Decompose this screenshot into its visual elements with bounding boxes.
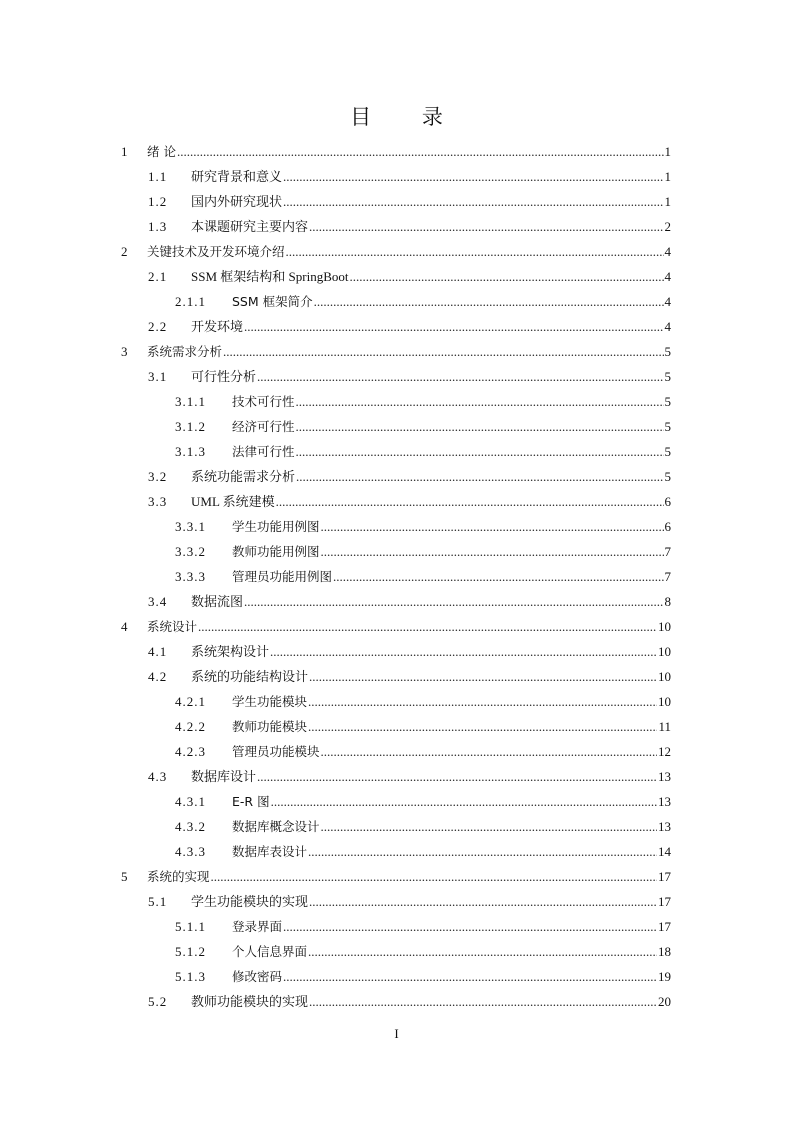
toc-leader-dots — [283, 164, 663, 189]
toc-entry-title: 系统的实现 — [147, 869, 210, 884]
toc-leader-dots — [296, 389, 664, 414]
toc-entry-number: 3.3.3 — [175, 569, 206, 584]
toc-entry-number: 3.3.1 — [175, 519, 206, 534]
toc-entry-number: 5.1 — [148, 894, 168, 909]
toc-leader-dots — [321, 739, 657, 764]
toc-leader-dots — [308, 689, 657, 714]
page-title: 目 录 — [350, 105, 465, 129]
toc-entry-number: 4.3.1 — [175, 794, 206, 809]
toc-entry-title: 本课题研究主要内容 — [191, 219, 309, 234]
toc-entry-number: 2.2 — [148, 319, 168, 334]
toc-leader-dots — [244, 589, 663, 614]
toc-entry-title: 学生功能用例图 — [232, 519, 320, 534]
toc-entry-title: 数据库表设计 — [232, 844, 308, 859]
toc-entry-page: 8 — [664, 594, 671, 609]
toc-entry-title: 管理员功能用例图 — [232, 569, 333, 584]
toc-entry[interactable] — [175, 739, 671, 764]
toc-entry[interactable] — [175, 964, 671, 989]
toc-entry[interactable] — [148, 264, 671, 289]
toc-entry-page: 7 — [664, 544, 671, 559]
toc-entry-title: SSM 框架简介 — [232, 294, 313, 309]
toc-entry-page: 6 — [664, 494, 671, 509]
toc-entry[interactable] — [121, 339, 671, 364]
toc-entry-page: 6 — [664, 519, 671, 534]
toc-entry-title: 教师功能用例图 — [232, 544, 320, 559]
toc-leader-dots — [309, 989, 657, 1014]
toc-entry-title: 法律可行性 — [232, 444, 295, 459]
toc-entry-title: SSM 框架结构和 SpringBoot — [191, 269, 349, 284]
toc-entry-page: 5 — [664, 469, 671, 484]
toc-entry-page: 11 — [658, 719, 671, 734]
toc-entry-title: 研究背景和意义 — [191, 169, 283, 184]
toc-entry-title: 开发环境 — [191, 319, 244, 334]
toc-entry-title: 系统的功能结构设计 — [191, 669, 309, 684]
toc-entry-number: 5.1.2 — [175, 944, 206, 959]
toc-entry-number: 5.2 — [148, 994, 168, 1009]
toc-leader-dots — [198, 614, 657, 639]
toc-leader-dots — [321, 814, 657, 839]
toc-entry-title: 教师功能模块 — [232, 719, 308, 734]
toc-entry[interactable] — [148, 489, 671, 514]
toc-entry-title: 学生功能模块 — [232, 694, 308, 709]
toc-leader-dots — [308, 939, 657, 964]
toc-leader-dots — [321, 514, 664, 539]
toc-leader-dots — [223, 339, 663, 364]
toc-entry-number: 2.1 — [148, 269, 168, 284]
toc-entry-number: 3.2 — [148, 469, 168, 484]
toc-entry-title: 教师功能模块的实现 — [191, 994, 309, 1009]
toc-entry-page: 13 — [658, 769, 671, 784]
toc-entry-number: 3.1.3 — [175, 444, 206, 459]
toc-entry-number: 3.1 — [148, 369, 168, 384]
toc-entry-number: 2.1.1 — [175, 294, 206, 309]
toc-entry-page: 4 — [664, 269, 671, 284]
toc-entry[interactable] — [175, 414, 671, 439]
toc-entry-number: 4.2.3 — [175, 744, 206, 759]
toc-leader-dots — [296, 439, 664, 464]
toc-entry-page: 14 — [658, 844, 671, 859]
toc-entry[interactable] — [175, 939, 671, 964]
toc-entry-title: 数据库概念设计 — [232, 819, 320, 834]
toc-entry-title: 修改密码 — [232, 969, 283, 984]
toc-entry[interactable] — [148, 889, 671, 914]
toc-entry[interactable] — [148, 364, 671, 389]
toc-entry-number: 1.1 — [148, 169, 168, 184]
toc-entry-page: 18 — [658, 944, 671, 959]
toc-entry-number: 3.1.1 — [175, 394, 206, 409]
toc-leader-dots — [283, 914, 657, 939]
toc-entry[interactable] — [148, 664, 671, 689]
toc-entry[interactable] — [148, 164, 671, 189]
toc-leader-dots — [271, 789, 657, 814]
toc-leader-dots — [244, 314, 663, 339]
toc-entry-title: 个人信息界面 — [232, 944, 308, 959]
page-number: I — [394, 1026, 399, 1041]
toc-leader-dots — [257, 764, 657, 789]
toc-entry-number: 4 — [121, 619, 129, 634]
toc-entry[interactable] — [121, 239, 671, 264]
toc-entry-title: 关键技术及开发环境介绍 — [147, 244, 285, 259]
toc-entry[interactable] — [175, 514, 671, 539]
toc-entry[interactable] — [175, 564, 671, 589]
toc-entry-page: 5 — [664, 344, 671, 359]
toc-entry-title: 系统架构设计 — [191, 644, 270, 659]
toc-entry[interactable] — [175, 289, 671, 314]
toc-entry-page: 12 — [658, 744, 671, 759]
toc-leader-dots — [286, 239, 664, 264]
toc-entry[interactable] — [148, 589, 671, 614]
toc-entry-number: 4.1 — [148, 644, 168, 659]
toc-entry[interactable] — [121, 139, 671, 164]
toc-entry-number: 3.4 — [148, 594, 168, 609]
toc-entry[interactable] — [148, 464, 671, 489]
toc-entry-page: 5 — [664, 444, 671, 459]
toc-entry-page: 19 — [658, 969, 671, 984]
toc-entry-page: 13 — [658, 794, 671, 809]
toc-entry[interactable] — [175, 439, 671, 464]
toc-entry-number: 3 — [121, 344, 129, 359]
toc-entry-page: 10 — [658, 694, 671, 709]
toc-leader-dots — [283, 189, 663, 214]
toc-entry-number: 4.3 — [148, 769, 168, 784]
toc-entry-title: E-R 图 — [232, 794, 270, 809]
toc-leader-dots — [349, 264, 663, 289]
toc-entry-number: 1 — [121, 144, 129, 159]
toc-entry-title: UML 系统建模 — [191, 494, 275, 509]
toc-leader-dots — [333, 564, 663, 589]
toc-leader-dots — [308, 839, 657, 864]
toc-entry-page: 10 — [658, 669, 671, 684]
toc-entry-title: 技术可行性 — [232, 394, 295, 409]
toc-entry-number: 3.3.2 — [175, 544, 206, 559]
toc-leader-dots — [177, 139, 664, 164]
toc-entry-page: 4 — [664, 319, 671, 334]
toc-entry-title: 系统功能需求分析 — [191, 469, 296, 484]
toc-entry[interactable] — [175, 539, 671, 564]
toc-entry-page: 5 — [664, 369, 671, 384]
toc-entry[interactable] — [148, 314, 671, 339]
toc-entry-title: 可行性分析 — [191, 369, 257, 384]
toc-entry-page: 17 — [658, 894, 671, 909]
toc-leader-dots — [296, 414, 664, 439]
toc-entry-number: 2 — [121, 244, 129, 259]
toc-entry-number: 5 — [121, 869, 129, 884]
toc-leader-dots — [257, 364, 663, 389]
toc-entry-number: 5.1.3 — [175, 969, 206, 984]
toc-leader-dots — [270, 639, 657, 664]
toc-entry[interactable] — [175, 814, 671, 839]
toc-leader-dots — [309, 889, 657, 914]
toc-entry-number: 1.2 — [148, 194, 168, 209]
toc-entry-number: 5.1.1 — [175, 919, 206, 934]
toc-entry-number: 3.3 — [148, 494, 168, 509]
toc-entry-page: 17 — [658, 919, 671, 934]
toc-entry[interactable] — [175, 789, 671, 814]
toc-entry-title: 数据库设计 — [191, 769, 257, 784]
toc-leader-dots — [309, 664, 657, 689]
toc-entry-page: 10 — [658, 619, 671, 634]
toc-entry-page: 10 — [658, 644, 671, 659]
toc-entry-number: 1.3 — [148, 219, 168, 234]
toc-entry-page: 1 — [664, 169, 671, 184]
toc-entry-page: 17 — [658, 869, 671, 884]
toc-entry[interactable] — [175, 914, 671, 939]
toc-leader-dots — [283, 964, 657, 989]
toc-entry-page: 1 — [664, 144, 671, 159]
toc-leader-dots — [276, 489, 664, 514]
toc-entry-page: 5 — [664, 394, 671, 409]
toc-leader-dots — [321, 539, 664, 564]
toc-leader-dots — [309, 214, 663, 239]
toc-entry-page: 5 — [664, 419, 671, 434]
toc-entry[interactable] — [175, 689, 671, 714]
toc-entry-page: 20 — [658, 994, 671, 1009]
toc-entry[interactable] — [148, 189, 671, 214]
toc-entry-number: 4.2 — [148, 669, 168, 684]
toc-entry-page: 4 — [664, 294, 671, 309]
toc-entry-title: 系统设计 — [147, 619, 198, 634]
toc-entry[interactable] — [148, 764, 671, 789]
toc-entry-title: 数据流图 — [191, 594, 244, 609]
toc-entry-title: 国内外研究现状 — [191, 194, 283, 209]
toc-entry-page: 13 — [658, 819, 671, 834]
toc-entry-number: 4.3.3 — [175, 844, 206, 859]
toc-entry-number: 4.2.2 — [175, 719, 206, 734]
toc-entry-number: 3.1.2 — [175, 419, 206, 434]
toc-entry[interactable] — [175, 839, 671, 864]
toc-entry-title: 绪 论 — [147, 144, 176, 159]
toc-entry[interactable] — [148, 989, 671, 1014]
toc-entry-number: 4.2.1 — [175, 694, 206, 709]
toc-entry-page: 4 — [664, 244, 671, 259]
toc-entry[interactable] — [175, 389, 671, 414]
toc-entry-page: 2 — [664, 219, 671, 234]
toc-leader-dots — [296, 464, 663, 489]
toc-entry-title: 系统需求分析 — [147, 344, 223, 359]
toc-entry-title: 管理员功能模块 — [232, 744, 320, 759]
toc-entry[interactable] — [148, 639, 671, 664]
toc-entry-page: 7 — [664, 569, 671, 584]
toc-entry-title: 经济可行性 — [232, 419, 295, 434]
toc-leader-dots — [211, 864, 657, 889]
toc-entry[interactable] — [121, 614, 671, 639]
toc-entry[interactable] — [121, 864, 671, 889]
toc-leader-dots — [314, 289, 664, 314]
toc-entry-page: 1 — [664, 194, 671, 209]
toc-leader-dots — [308, 714, 657, 739]
toc-entry[interactable] — [148, 214, 671, 239]
toc-entry-number: 4.3.2 — [175, 819, 206, 834]
toc-entry[interactable] — [175, 714, 671, 739]
toc-entry-title: 学生功能模块的实现 — [191, 894, 309, 909]
toc-entry-title: 登录界面 — [232, 919, 283, 934]
